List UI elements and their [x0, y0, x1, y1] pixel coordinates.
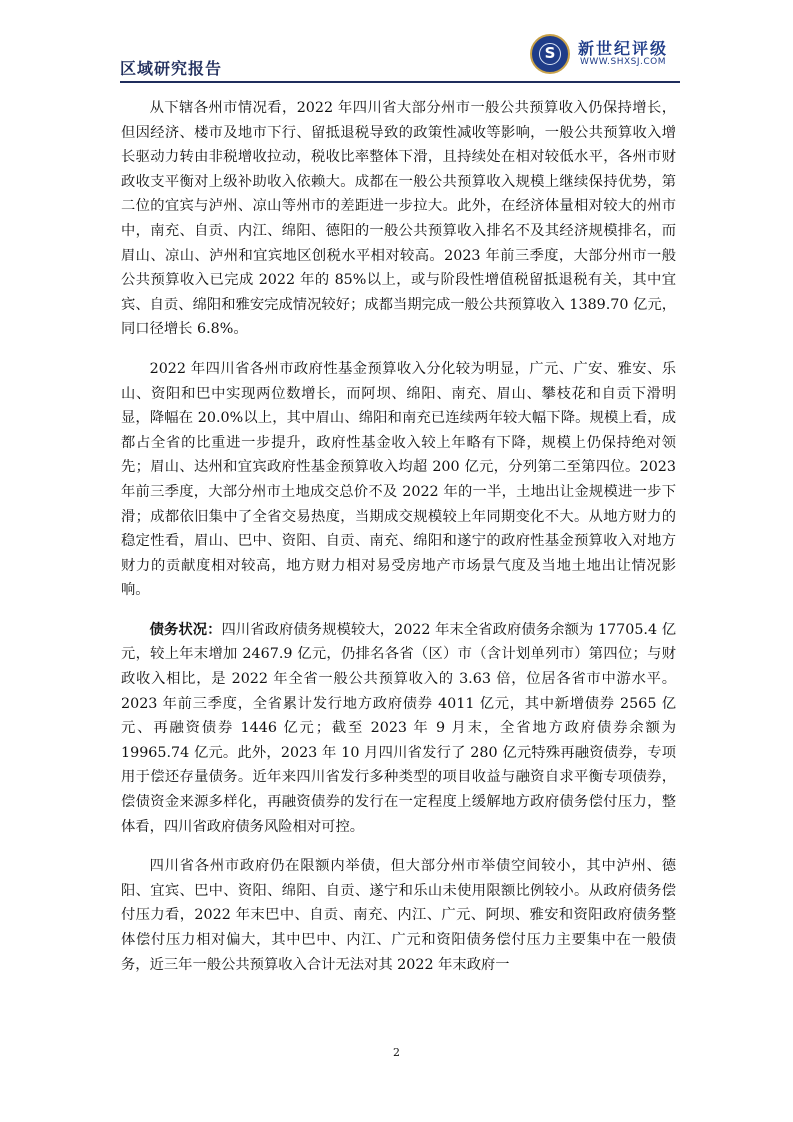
logo-website: WWW.SHXSJ.COM: [580, 57, 667, 67]
report-category-title: 区域研究报告: [120, 59, 223, 78]
paragraph-text: 从下辖各州市情况看，2022 年四川省大部分州市一般公共预算收入仍保持增长，但因经济、楼市及地市下行、留抵退税导致的政策性减收等影响，一般公共预算收入增长驱动力转由非税增收拉动，税收比率整体下滑，且持续处在相对较低水平，各州市财政收支平衡对上级补助收入依赖大。成都在一般公共预算收入规模上继续保持优势，第二位的宜宾与泸州、凉山等州市的差距进一步拉大。此外，在经济体量相对较大的州市中，南充、自贡、内江、绵阳、德阳的一般公共预算收入排名不及其经济规模排名，而眉山、凉山、泸州和宜宾地区创税水平相对较高。2023 年前三季度，大部分州市一般公共预算收入已完成 2022 年的 85%以上，或与阶段性增值税留抵退税有关，其中宜宾、自贡、绵阳和雅安完成情况较好；成都当期完成一般公共预算收入 1389.70 亿元，同口径增长 6.8%。: [121, 100, 676, 338]
paragraph-lead-heading: 债务状况：: [149, 621, 222, 638]
logo-company-name: 新世纪评级: [578, 39, 669, 58]
paragraph-prefecture-budget-revenue: [121, 96, 676, 342]
report-body: [121, 96, 676, 977]
paragraph-text: 四川省政府债务规模较大，2022 年末全省政府债务余额为 17705.4 亿元，较上年末增加 2467.9 亿元，仍排名各省（区）市（含计划单列市）第四位；与财政收入相比，是 2022 年全省一般公共预算收入的 3.63 倍，位居各省市中游水平。2023 年前三季度，全省累计发行地方政府债券 4011 亿元，其中新增债券 2565 亿元、再融资债券 1446 亿元；截至 2023 年 9 月末，全省地方政府债券余额为 19965.74 亿元。此外，2023 年 10 月四川省发行了 280 亿元特殊再融资债券，专项用于偿还存量债务。近年来四川省发行多种类型的项目收益与融资自求平衡专项债券，偿债资金来源多样化，再融资债券的发行在一定程度上缓解地方政府债务偿付压力，整体看，四川省政府债务风险相对可控。: [121, 621, 677, 835]
paragraph-prefecture-debt: [121, 854, 676, 977]
logo-seal-icon: [530, 34, 570, 74]
header-divider: [120, 81, 680, 83]
paragraph-debt-status: [121, 618, 676, 839]
paragraph-government-fund-revenue: [121, 357, 676, 603]
page-number: 2: [393, 1046, 400, 1059]
logo-seal-letter: S: [544, 44, 556, 62]
company-logo: [530, 34, 680, 78]
page-header: [120, 34, 680, 84]
paragraph-text: 四川省各州市政府仍在限额内举债，但大部分州市举债空间较小，其中泸州、德阳、宜宾、巴中、资阳、绵阳、自贡、遂宁和乐山未使用限额比例较小。从政府债务偿付压力看，2022 年末巴中、自贡、南充、内江、广元、阿坝、雅安和资阳政府债务整体偿付压力相对偏大，其中巴中、内江、广元和资阳债务偿付压力主要集中在一般债务，近三年一般公共预算收入合计无法对其 2022 年末政府一: [121, 858, 676, 973]
paragraph-text: 2022 年四川省各州市政府性基金预算收入分化较为明显，广元、广安、雅安、乐山、资阳和巴中实现两位数增长，而阿坝、绵阳、南充、眉山、攀枝花和自贡下滑明显，降幅在 20.0%以上，其中眉山、绵阳和南充已连续两年较大幅下降。规模上看，成都占全省的比重进一步提升，政府性基金收入较上年略有下降，规模上仍保持绝对领先；眉山、达州和宜宾政府性基金预算收入均超 200 亿元，分列第二至第四位。2023 年前三季度，大部分州市土地成交总价不及 2022 年的一半，土地出让金规模进一步下滑；成都依旧集中了全省交易热度，当期成交规模较上年同期变化不大。从地方财力的稳定性看，眉山、巴中、资阳、自贡、南充、绵阳和遂宁的政府性基金预算收入对地方财力的贡献度相对较高，地方财力相对易受房地产市场景气度及当地土地出让情况影响。: [121, 360, 676, 599]
